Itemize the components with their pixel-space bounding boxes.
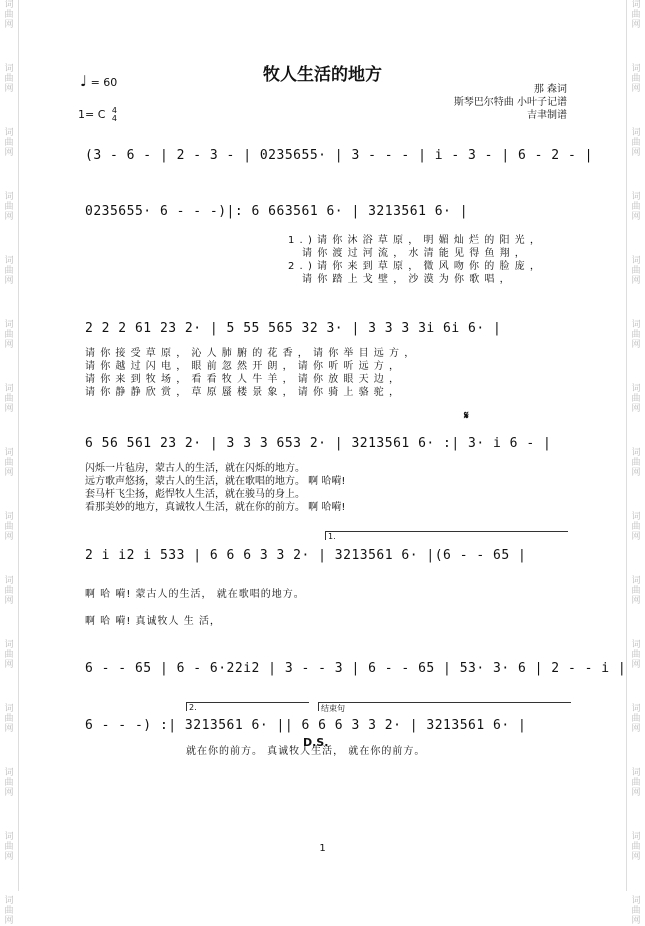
watermark-text: 词 曲 网: [631, 192, 641, 222]
volta-1: 1.: [325, 531, 568, 540]
watermark-text: 词 曲 网: [631, 448, 641, 478]
song-title: 牧人生活的地方: [263, 65, 382, 85]
watermark-text: 词 曲 网: [631, 256, 641, 286]
score-line-7: 6 - - -) :| 3213561 6· || 6 6 6 3 3 2· | 3213561 6· |: [85, 718, 527, 733]
tempo-value: = 60: [90, 76, 118, 89]
score-line-3: 2 2 2 61 23 2· | 5 55 565 32 3· | 3 3 3 3i 6i 6· |: [85, 321, 502, 336]
watermark-text: 词 曲 网: [4, 768, 14, 798]
watermark-text: 词 曲 网: [631, 640, 641, 670]
verse1-line-3: 2.)请你来到草原，微风吻你的脸庞，: [288, 261, 546, 272]
verse3-line-3: 套马杆飞尘扬，彪悍牧人生活，就在骏马的身上。: [85, 489, 305, 500]
watermark-text: 词 曲 网: [4, 896, 14, 926]
watermark-text: 词 曲 网: [631, 768, 641, 798]
verse3-line-4: 看那美妙的地方，真诚牧人生活，就在你的前方。 啊 哈嗬!: [85, 502, 346, 513]
volta-2: 2.: [186, 702, 309, 711]
page-number: 1: [319, 843, 326, 854]
watermark-right: [629, 0, 643, 926]
verse2-line-3: 请你来到牧场，看看牧人牛羊，请你放眼天边，: [85, 374, 405, 385]
time-den: 4: [111, 114, 117, 123]
watermark-text: 词 曲 网: [631, 576, 641, 606]
verse2-line-1: 请你接受草原，沁人肺腑的花香，请你举目远方，: [85, 348, 420, 359]
watermark-text: 词 曲 网: [4, 192, 14, 222]
watermark-text: 词 曲 网: [631, 832, 641, 862]
composer: 斯琴巴尔特曲 小叶子记谱: [453, 97, 567, 108]
verse3-line-2: 远方歌声悠扬，蒙古人的生活，就在歌唱的地方。 啊 哈嗬!: [85, 476, 346, 487]
watermark-text: 词 曲 网: [4, 704, 14, 734]
time-num: 4: [111, 106, 117, 115]
key-text: 1= C: [78, 108, 106, 121]
watermark-text: 词 曲 网: [631, 896, 641, 926]
watermark-text: 词 曲 网: [631, 512, 641, 542]
key-signature: [78, 107, 117, 123]
watermark-text: 词 曲 网: [4, 128, 14, 158]
verse4-line-2: 啊 哈 嗬! 真诚牧人 生 活，: [85, 616, 221, 627]
verse1-line-1: 1.)请你沐浴草原，明媚灿烂的阳光，: [288, 235, 546, 246]
verse2-line-4: 请你静静欣赏，草原蜃楼景象，请你骑上骆驼，: [85, 387, 405, 398]
lyricist: 那 森词: [533, 84, 567, 95]
watermark-text: 词 曲 网: [4, 640, 14, 670]
watermark-text: 词 曲 网: [4, 576, 14, 606]
watermark-text: 词 曲 网: [4, 512, 14, 542]
segno-mark: 𝄋: [464, 409, 469, 422]
verse5-line: 就在你的前方。 真诚牧人生活， 就在你的前方。: [186, 746, 426, 757]
watermark-text: 词 曲 网: [631, 320, 641, 350]
tempo-marking: [80, 72, 117, 90]
watermark-text: 词 曲 网: [4, 0, 14, 30]
watermark-text: 词 曲 网: [631, 64, 641, 94]
score-line-5: 2 i i2 i 533 | 6 6 6 3 3 2· | 3213561 6· |(6 - - 65 |: [85, 548, 527, 563]
watermark-text: 词 曲 网: [4, 320, 14, 350]
quarter-note-icon: ♩: [80, 72, 88, 90]
ds-mark: D.S.: [303, 736, 329, 749]
watermark-text: 词 曲 网: [631, 128, 641, 158]
score-line-1: (3 - 6 - | 2 - 3 - | 0235655· | 3 - - - | i - 3 - | 6 - 2 - |: [85, 148, 593, 163]
watermark-text: 词 曲 网: [4, 256, 14, 286]
watermark-text: 词 曲 网: [631, 704, 641, 734]
score-line-2: 0235655· 6 - - -)|: 6 663561 6· | 3213561 6· |: [85, 204, 469, 219]
credits: [454, 83, 567, 122]
verse4-line-1: 啊 哈 嗬! 蒙古人的生活， 就在歌唱的地方。: [85, 589, 305, 600]
watermark-text: 词 曲 网: [4, 448, 14, 478]
verse3-line-1: 闪烁一片毡房，蒙古人的生活，就在闪烁的地方。: [85, 463, 305, 474]
verse1-line-4: 请你踏上戈壁，沙漠为你歌唱，: [302, 274, 515, 285]
watermark-text: 词 曲 网: [4, 832, 14, 862]
engraver: 吉聿制谱: [527, 110, 567, 121]
time-signature: [112, 107, 117, 123]
ending-bracket: 结束句: [318, 702, 571, 711]
watermark-left: [2, 0, 16, 926]
score-line-6: 6 - - 65 | 6 - 6·22i2 | 3 - - 3 | 6 - - 65 | 53· 3· 6 | 2 - - i |: [85, 661, 627, 676]
watermark-text: 词 曲 网: [4, 64, 14, 94]
verse1-line-2: 请你渡过河流，水清能见得鱼翔，: [302, 248, 530, 259]
score-line-4: 6 56 561 23 2· | 3 3 3 653 2· | 3213561 6· :| 3· i 6 - |: [85, 436, 552, 451]
watermark-text: 词 曲 网: [631, 0, 641, 30]
watermark-text: 词 曲 网: [4, 384, 14, 414]
watermark-text: 词 曲 网: [631, 384, 641, 414]
verse2-line-2: 请你越过闪电，眼前忽然开朗，请你听听远方，: [85, 361, 405, 372]
